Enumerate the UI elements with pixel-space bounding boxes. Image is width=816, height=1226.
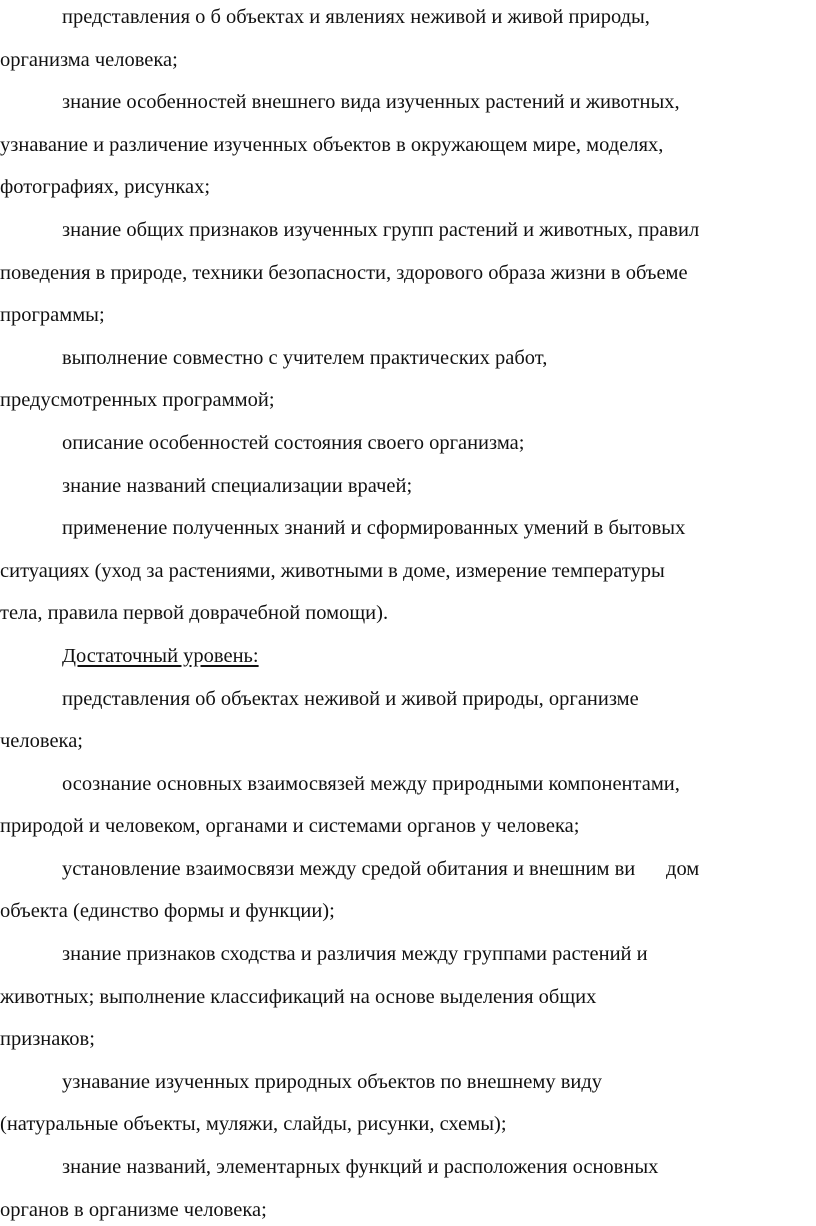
text-line: описание особенностей состояния своего организма; bbox=[62, 431, 525, 454]
text-line: представления об объектах неживой и живой природы, организме bbox=[62, 687, 639, 710]
paragraph-7 bbox=[0, 507, 816, 635]
text-line: признаков; bbox=[0, 1028, 95, 1051]
heading-text: Достаточный уровень: bbox=[62, 644, 259, 667]
text-line: (натуральные объекты, муляжи, слайды, рисунки, схемы); bbox=[0, 1113, 507, 1136]
text-line: предусмотренных программой; bbox=[0, 389, 275, 412]
text-line: осознание основных взаимосвязей между природными компонентами, bbox=[62, 772, 680, 795]
paragraph-8 bbox=[0, 678, 816, 763]
paragraph-12 bbox=[0, 1061, 816, 1146]
paragraph-2 bbox=[0, 81, 816, 209]
text-line: выполнение совместно с учителем практических работ, bbox=[62, 346, 548, 369]
paragraph-6 bbox=[0, 465, 816, 508]
paragraph-1 bbox=[0, 0, 816, 81]
text-line: установление взаимосвязи между средой обитания и внешним ви дом bbox=[62, 857, 700, 880]
text-line: фотографиях, рисунках; bbox=[0, 176, 211, 199]
text-line: узнавание и различение изученных объектов в окружающем мире, моделях, bbox=[0, 133, 664, 156]
text-line: программы; bbox=[0, 304, 105, 327]
text-line: ситуациях (уход за растениями, животными в доме, измерение температуры bbox=[0, 559, 665, 582]
text-line: тела, правила первой доврачебной помощи). bbox=[0, 602, 389, 625]
section-heading bbox=[0, 635, 816, 678]
paragraph-11 bbox=[0, 933, 816, 1061]
text-line: знание особенностей внешнего вида изученных растений и животных, bbox=[62, 91, 680, 114]
text-line: организма человека; bbox=[0, 48, 178, 71]
text-line: применение полученных знаний и сформированных умений в бытовых bbox=[62, 517, 686, 540]
text-line: поведения в природе, техники безопасности, здорового образа жизни в объеме bbox=[0, 261, 688, 284]
paragraph-5 bbox=[0, 422, 816, 465]
text-line: органов в организме человека; bbox=[0, 1198, 267, 1221]
paragraph-3 bbox=[0, 209, 816, 337]
text-line: знание общих признаков изученных групп растений и животных, правил bbox=[62, 218, 700, 241]
text-line: знание названий, элементарных функций и расположения основных bbox=[62, 1156, 659, 1179]
paragraph-13 bbox=[0, 1146, 816, 1226]
text-line: животных; выполнение классификаций на основе выделения общих bbox=[0, 985, 597, 1008]
text-line: знание названий специализации врачей; bbox=[62, 474, 413, 497]
paragraph-4 bbox=[0, 337, 816, 422]
text-line: представления о б объектах и явлениях неживой и живой природы, bbox=[62, 6, 650, 28]
text-line: объекта (единство формы и функции); bbox=[0, 900, 335, 923]
paragraph-9 bbox=[0, 763, 816, 848]
paragraph-10 bbox=[0, 848, 816, 933]
text-line: узнавание изученных природных объектов по внешнему виду bbox=[62, 1070, 603, 1093]
text-line: знание признаков сходства и различия между группами растений и bbox=[62, 943, 648, 966]
text-line: человека; bbox=[0, 730, 83, 753]
text-line: природой и человеком, органами и системами органов у человека; bbox=[0, 815, 580, 838]
